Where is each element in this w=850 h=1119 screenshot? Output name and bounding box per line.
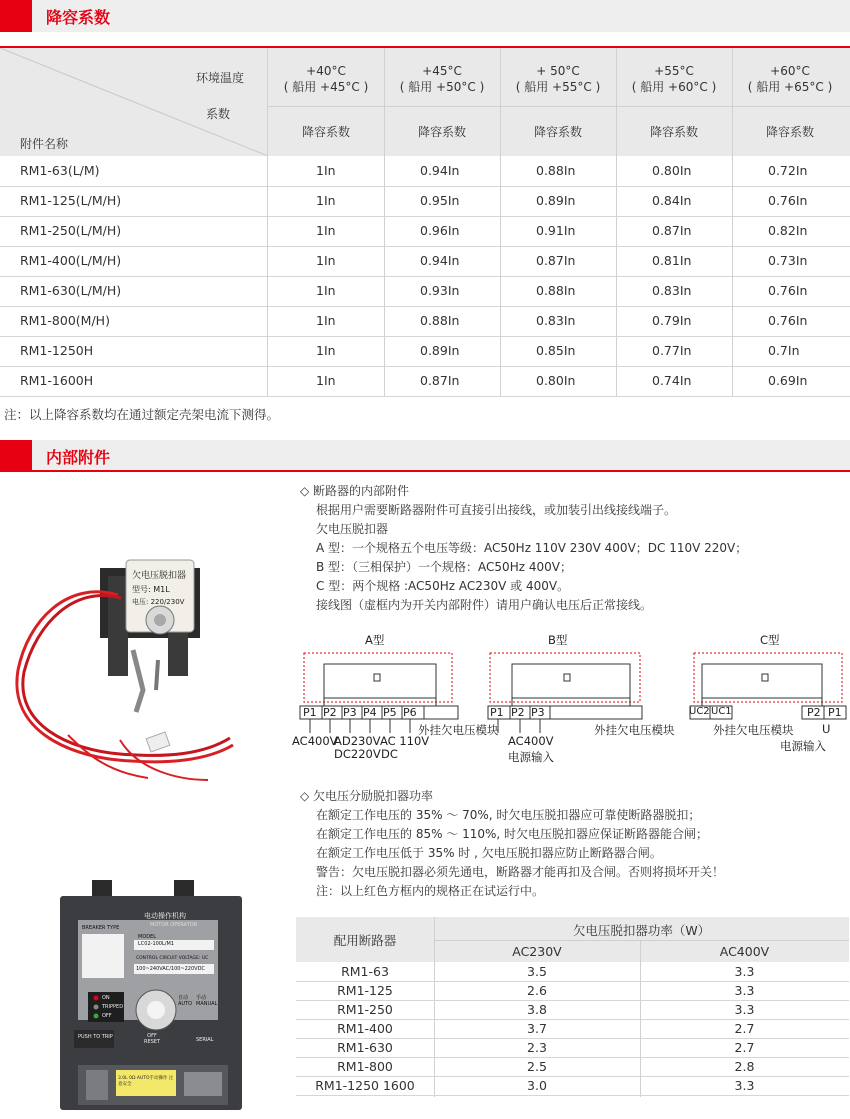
row-value: 0.83In xyxy=(536,313,576,328)
voltage-label: AC400V xyxy=(292,734,338,748)
row-ac230: 3.8 xyxy=(527,1002,547,1017)
row-value: 0.88In xyxy=(536,283,576,298)
terminal-label: P1 xyxy=(828,706,842,719)
row-name: RM1-250 xyxy=(337,1002,393,1017)
row-value: 0.72In xyxy=(768,163,808,178)
red-rule xyxy=(0,470,850,472)
subheader: 降容系数 xyxy=(301,125,350,139)
operator-label-en: MOTOR OPERATOR xyxy=(150,922,198,928)
subheader: 降容系数 xyxy=(649,125,698,139)
voltage-label: AD230V xyxy=(334,734,381,748)
section-marker xyxy=(0,0,32,32)
row-name: RM1-800 xyxy=(337,1059,393,1074)
temp-bottom: ( 船用 +45°C ) xyxy=(283,80,369,94)
col-ac230: AC230V xyxy=(512,944,562,959)
table-row xyxy=(296,1057,849,1077)
terminal-label: P6 xyxy=(403,706,417,719)
header-env: 环境温度 xyxy=(196,71,245,85)
section-header-derating xyxy=(0,0,850,32)
table-row xyxy=(296,1000,849,1020)
row-name: RM1-1250 1600 xyxy=(315,1078,415,1093)
terminal-label: P2 xyxy=(807,706,821,719)
row-ac400: 3.3 xyxy=(734,964,755,979)
temp-top: +55°C xyxy=(654,64,694,78)
table-row xyxy=(0,306,850,337)
table-row xyxy=(0,156,850,187)
on-label: ON xyxy=(102,995,110,1001)
terminal-label: UC2 xyxy=(689,706,710,717)
table-row xyxy=(0,336,850,367)
row-value: 0.89In xyxy=(536,193,576,208)
row-name: RM1-63 xyxy=(341,964,389,979)
col-breaker: 配用断路器 xyxy=(333,933,397,948)
temp-top: +45°C xyxy=(422,64,462,78)
model-label: MODEL xyxy=(138,934,157,940)
table-row xyxy=(296,1019,849,1039)
row-value: 0.85In xyxy=(536,343,576,358)
power-input-label: 电源输入 xyxy=(780,739,826,753)
row-value: 0.76In xyxy=(768,313,808,328)
coil-label-2: 型号: M1L xyxy=(132,585,170,594)
subheader: 降容系数 xyxy=(533,125,582,139)
row-ac400: 3.3 xyxy=(734,983,755,998)
power-line: 在额定工作电压的 85% ～ 110%, 时欠电压脱扣器应保证断路器能合闸； xyxy=(316,827,709,841)
row-name: RM1-125(L/M/H) xyxy=(20,193,122,208)
terminal-label: P2 xyxy=(323,706,337,719)
temp-top: +60°C xyxy=(770,64,810,78)
row-name: RM1-1600H xyxy=(20,373,94,388)
row-name: RM1-800(M/H) xyxy=(20,313,110,328)
manual-label: MANUAL xyxy=(196,1001,218,1007)
row-ac400: 3.3 xyxy=(734,1002,755,1017)
temp-bottom: ( 船用 +55°C ) xyxy=(515,80,601,94)
row-value: 1In xyxy=(316,223,336,238)
auto-label-cn: 自动 xyxy=(178,995,189,1001)
intro-line: 接线图（虚框内为开关内部附件）请用户确认电压后正常接线。 xyxy=(316,598,653,612)
intro-line: B 型：（三相保护）一个规格：AC50Hz 400V； xyxy=(316,560,572,574)
temp-header xyxy=(732,63,848,95)
row-value: 0.81In xyxy=(652,253,692,268)
table-row xyxy=(0,186,850,217)
diagram-b xyxy=(486,650,646,720)
coil-label-1: 欠电压脱扣器 xyxy=(132,571,187,581)
section-title: 降容系数 xyxy=(46,8,111,27)
row-ac400: 2.7 xyxy=(734,1040,755,1055)
serial-label: SERIAL xyxy=(196,1037,214,1043)
temp-header xyxy=(268,63,384,95)
row-value: 0.89In xyxy=(420,343,460,358)
header-coef: 系数 xyxy=(206,107,231,121)
table-row xyxy=(296,981,849,1001)
row-value: 0.76In xyxy=(768,283,808,298)
row-ac230: 3.7 xyxy=(527,1021,547,1036)
terminal-label: P2 xyxy=(511,706,525,719)
section-title: 内部附件 xyxy=(46,448,111,467)
voltage-label: DC xyxy=(381,747,398,761)
temp-header xyxy=(500,63,616,95)
header-divider xyxy=(268,106,850,107)
module-label: 外挂欠电压模块 xyxy=(418,723,499,737)
row-value: 0.88In xyxy=(420,313,460,328)
temp-header xyxy=(616,63,732,95)
row-name: RM1-630(L/M/H) xyxy=(20,283,122,298)
col-power: 欠电压脱扣器功率（W） xyxy=(572,923,711,938)
intro-line: 欠电压脱扣器 xyxy=(316,522,389,536)
module-label: 外挂欠电压模块 xyxy=(713,723,794,737)
row-name: RM1-63(L/M) xyxy=(20,163,100,178)
row-value: 1In xyxy=(316,253,336,268)
terminal-label: P3 xyxy=(531,706,545,719)
off-reset-label: OFF RESET xyxy=(144,1033,161,1045)
intro-line: 根据用户需要断路器附件可直接引出接线，或加装引出线接线端子。 xyxy=(316,503,677,517)
table-row xyxy=(296,1038,849,1058)
row-ac400: 2.8 xyxy=(734,1059,755,1074)
row-value: 0.76In xyxy=(768,193,808,208)
row-value: 0.93In xyxy=(420,283,460,298)
table-row xyxy=(0,276,850,307)
power-heading: ◇ 欠电压分励脱扣器功率 xyxy=(300,789,434,803)
row-value: 0.95In xyxy=(420,193,460,208)
row-ac400: 3.3 xyxy=(734,1078,755,1093)
temp-top: + 50°C xyxy=(536,64,580,78)
terminal-label: P4 xyxy=(363,706,377,719)
warning-label: 3.0L 0Ω AUTO手动操作 注意安全 xyxy=(118,1076,174,1087)
temp-header xyxy=(384,63,500,95)
row-value: 0.77In xyxy=(652,343,692,358)
voltage-label: AC400V xyxy=(508,734,554,748)
module-label: 外挂欠电压模块 xyxy=(594,723,675,737)
section-marker xyxy=(0,440,32,472)
voltage-value: 100~240VAC/100~220VDC xyxy=(136,966,205,972)
diagram-a-title: A型 xyxy=(365,633,385,647)
row-value: 1In xyxy=(316,313,336,328)
row-value: 0.94In xyxy=(420,163,460,178)
row-name: RM1-400 xyxy=(337,1021,393,1036)
row-name: RM1-1250H xyxy=(20,343,94,358)
row-ac230: 3.0 xyxy=(527,1078,547,1093)
subheader: 降容系数 xyxy=(417,125,466,139)
row-value: 1In xyxy=(316,193,336,208)
breaker-type-label: BREAKER TYPE xyxy=(82,925,120,931)
row-value: 0.83In xyxy=(652,283,692,298)
auto-label: AUTO xyxy=(178,1001,193,1007)
voltage-label: AC 110V xyxy=(380,734,430,748)
row-name: RM1-125 xyxy=(337,983,393,998)
diagram-b-title: B型 xyxy=(548,633,568,647)
row-name: RM1-400(L/M/H) xyxy=(20,253,122,268)
row-name: RM1-250(L/M/H) xyxy=(20,223,122,238)
terminal-label: P3 xyxy=(343,706,357,719)
model-value: LC02-100L/M1 xyxy=(138,941,174,947)
row-value: 1In xyxy=(316,373,336,388)
row-value: 0.87In xyxy=(420,373,460,388)
row-value: 1In xyxy=(316,163,336,178)
table-row xyxy=(296,962,849,982)
motor-operator-photo xyxy=(56,880,246,1110)
power-note: 注：以上红色方框内的规格正在试运行中。 xyxy=(316,884,545,898)
row-value: 0.87In xyxy=(652,223,692,238)
row-value: 0.80In xyxy=(652,163,692,178)
temp-bottom: ( 船用 +65°C ) xyxy=(747,80,833,94)
diagram-c-title: C型 xyxy=(760,633,780,647)
col-ac400: AC400V xyxy=(719,944,770,959)
tripped-label: TRIPPED xyxy=(102,1004,124,1010)
header-accessory: 附件名称 xyxy=(20,137,69,151)
derating-note: 注：以上降容系数均在通过额定壳架电流下测得。 xyxy=(4,407,280,422)
coil-label-3: 电压: 220/230V xyxy=(132,598,185,606)
power-line: 在额定工作电压的 35% ～ 70%, 时欠电压脱扣器应可靠使断路器脱扣； xyxy=(316,808,701,822)
row-value: 0.96In xyxy=(420,223,460,238)
voltage-label: DC220V xyxy=(334,747,381,761)
row-value: 0.79In xyxy=(652,313,692,328)
push-to-trip-label: PUSH TO TRIP xyxy=(78,1034,113,1040)
undervoltage-release-photo xyxy=(8,540,258,790)
power-line: 在额定工作电压低于 35% 时 , 欠电压脱扣器应防止断路器合闸。 xyxy=(316,846,662,860)
operator-label-cn: 电动操作机构 xyxy=(144,912,186,920)
row-ac230: 2.6 xyxy=(527,983,547,998)
row-value: 0.87In xyxy=(536,253,576,268)
row-value: 0.7In xyxy=(768,343,800,358)
row-ac230: 3.5 xyxy=(527,964,547,979)
table-row xyxy=(0,216,850,247)
row-value: 0.82In xyxy=(768,223,808,238)
subheader: 降容系数 xyxy=(765,125,814,139)
table-row xyxy=(296,1076,849,1096)
power-warning: 警告：欠电压脱扣器必须先通电，断路器才能再扣及合闸。否则将损坏开关！ xyxy=(316,865,725,879)
temp-bottom: ( 船用 +60°C ) xyxy=(631,80,717,94)
section-header-internal xyxy=(0,440,850,472)
terminal-label: UC1 xyxy=(711,706,732,717)
terminal-label: P5 xyxy=(383,706,397,719)
row-value: 0.69In xyxy=(768,373,808,388)
manual-label-cn: 手动 xyxy=(196,995,207,1001)
row-ac230: 2.5 xyxy=(527,1059,547,1074)
u-label: U xyxy=(822,722,831,736)
row-value: 1In xyxy=(316,283,336,298)
intro-heading: ◇ 断路器的内部附件 xyxy=(300,484,410,498)
row-value: 1In xyxy=(316,343,336,358)
header-divider xyxy=(434,940,849,941)
table-row xyxy=(0,366,850,397)
diagram-a xyxy=(296,650,466,720)
row-value: 0.74In xyxy=(652,373,692,388)
row-value: 0.73In xyxy=(768,253,808,268)
terminal-label: P1 xyxy=(303,706,317,719)
intro-line: A 型：一个规格五个电压等级：AC50Hz 110V 230V 400V；DC 110V 220V； xyxy=(316,541,748,555)
terminal-label: P1 xyxy=(490,706,504,719)
row-value: 0.88In xyxy=(536,163,576,178)
row-value: 0.91In xyxy=(536,223,576,238)
off-label: OFF xyxy=(102,1013,112,1019)
power-input-label: 电源输入 xyxy=(508,750,554,764)
row-ac230: 2.3 xyxy=(527,1040,547,1055)
table-row xyxy=(0,246,850,277)
row-name: RM1-630 xyxy=(337,1040,393,1055)
control-voltage-label: CONTROL CIRCUIT VOLTAGE: UC xyxy=(136,956,209,961)
row-ac400: 2.7 xyxy=(734,1021,755,1036)
intro-line: C 型：两个规格 :AC50Hz AC230V 或 400V。 xyxy=(316,579,570,593)
temp-bottom: ( 船用 +50°C ) xyxy=(399,80,485,94)
temp-top: +40°C xyxy=(306,64,346,78)
row-value: 0.80In xyxy=(536,373,576,388)
row-value: 0.84In xyxy=(652,193,692,208)
row-value: 0.94In xyxy=(420,253,460,268)
